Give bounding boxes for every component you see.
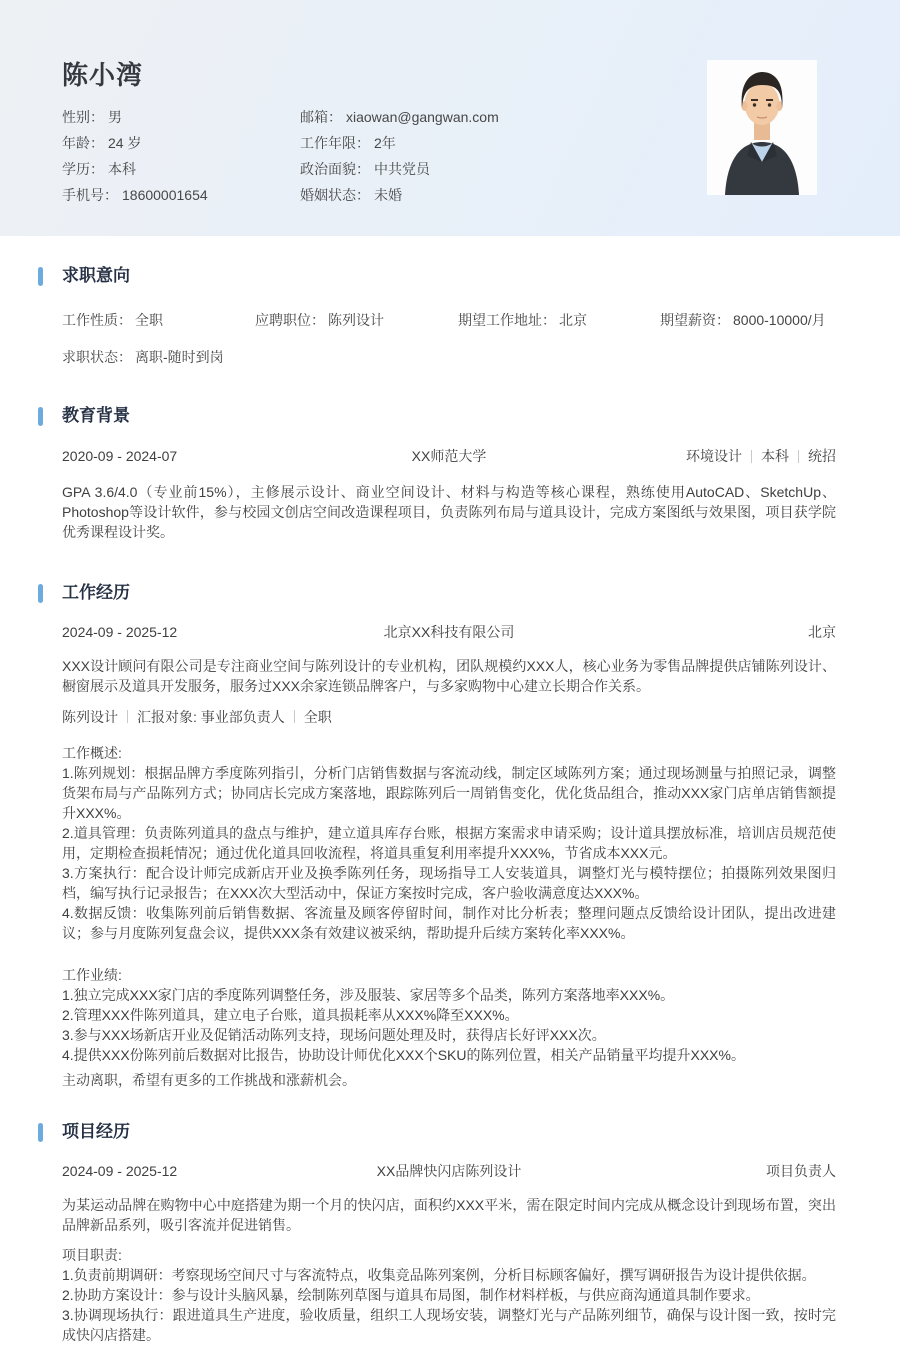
work-company: 北京XX科技有限公司	[383, 624, 515, 640]
education-entry-row	[62, 448, 836, 465]
field-value: 全职	[135, 312, 163, 328]
resume-header	[0, 0, 900, 236]
divider	[294, 710, 295, 723]
section-accent-bar	[38, 1123, 43, 1142]
field-value: 24 岁	[108, 135, 142, 151]
work-position-row	[62, 708, 836, 725]
field-value: 北京	[559, 312, 587, 328]
work-overview-block	[62, 743, 836, 943]
education-degree: 本科	[761, 448, 789, 464]
field-label: 邮箱：	[300, 109, 342, 125]
intention-row	[62, 312, 836, 329]
work-period: 2024-09 - 2025-12	[62, 624, 178, 640]
education-meta	[578, 448, 836, 465]
intention-work-type	[62, 312, 255, 329]
resume-body	[0, 266, 900, 1345]
field-phone	[62, 187, 300, 203]
section-title: 项目经历	[62, 1122, 130, 1141]
field-label: 工作年限：	[300, 135, 370, 151]
field-label: 工作性质：	[62, 312, 132, 328]
section-title-row	[62, 1122, 836, 1142]
section-title: 求职意向	[62, 266, 130, 285]
field-label: 期望薪资：	[660, 312, 730, 328]
company-introduction: XXX设计顾问有限公司是专注商业空间与陈列设计的专业机构，团队规模约XXX人，核心业务为零售品牌提供店铺陈列设计、橱窗展示及道具开发服务，服务过XXX余家连锁品牌客户，与多家购物中心建立长期合作关系。	[62, 658, 836, 694]
field-label: 期望工作地址：	[458, 312, 556, 328]
divider	[127, 710, 128, 723]
work-achievement-item: 1.独立完成XXX家门店的季度陈列调整任务，涉及服装、家居等多个品类，陈列方案落地率XXX%。	[62, 987, 675, 1003]
work-achievement-item: 3.参与XXX场新店开业及促销活动陈列支持，现场问题处理及时，获得店长好评XXX次。	[62, 1027, 606, 1043]
field-label: 年龄：	[62, 135, 104, 151]
field-gender	[62, 109, 300, 125]
intention-position	[255, 312, 458, 329]
work-overview-item: 2.道具管理：负责陈列道具的盘点与维护，建立道具库存台账，根据方案需求申请采购；设计道具摆放标准，培训店员规范使用，定期检查损耗情况；通过优化道具回收流程，将道具重复利用率提升XXX%，节省成本XXX元。	[62, 825, 836, 861]
work-job-type: 全职	[303, 708, 332, 725]
field-label: 手机号：	[62, 187, 118, 203]
field-degree	[62, 161, 300, 177]
field-value: 离职-随时到岗	[135, 349, 224, 365]
candidate-photo	[707, 60, 817, 195]
work-achievement-item: 4.提供XXX份陈列前后数据对比报告，协助设计师优化XXX个SKU的陈列位置，相关产品销量平均提升XXX%。	[62, 1047, 745, 1063]
intention-location	[458, 312, 660, 329]
field-age	[62, 135, 300, 151]
work-achievements-block	[62, 965, 836, 1065]
work-location: 北京	[808, 624, 836, 640]
section-title: 工作经历	[62, 583, 130, 602]
project-duty-item: 1.负责前期调研：考察现场空间尺寸与客流特点，收集竞品陈列案例，分析目标顾客偏好，撰写调研报告为设计提供依据。	[62, 1267, 816, 1283]
field-value: 本科	[108, 161, 136, 177]
field-value: 8000-10000/月	[733, 312, 826, 328]
field-value: 陈列设计	[328, 312, 384, 328]
project-duty-item: 3.协调现场执行：跟进道具生产进度，验收质量，组织工人现场安装，调整灯光与产品陈列细节，确保与设计图一致，按时完成快闪店搭建。	[62, 1307, 836, 1343]
work-entry-row	[62, 624, 836, 641]
work-position: 陈列设计	[62, 708, 118, 725]
project-duty-item: 2.协助方案设计：参与设计头脑风暴，绘制陈列草图与道具布局图，制作材料样板，与供应商沟通道具制作要求。	[62, 1287, 760, 1303]
section-title-row	[62, 583, 836, 603]
intention-salary	[660, 312, 836, 329]
field-value: 未婚	[374, 187, 402, 203]
education-period: 2020-09 - 2024-07	[62, 448, 178, 464]
field-label: 应聘职位：	[255, 312, 325, 328]
intention-status	[62, 349, 836, 366]
section-education	[62, 406, 836, 542]
project-period: 2024-09 - 2025-12	[62, 1163, 178, 1179]
project-name: XX品牌快闪店陈列设计	[376, 1163, 522, 1179]
work-leave-reason: 主动离职，希望有更多的工作挑战和涨薪机会。	[62, 1072, 356, 1088]
section-title-row	[62, 266, 836, 286]
section-work-experience	[62, 583, 836, 1090]
divider	[798, 450, 799, 463]
section-accent-bar	[38, 584, 43, 603]
field-label: 学历：	[62, 161, 104, 177]
work-report-to: 汇报对象: 事业部负责人	[137, 708, 285, 725]
work-overview-item: 1.陈列规划：根据品牌方季度陈列指引，分析门店销售数据与客流动线，制定区域陈列方案；通过现场测量与拍照记录，调整货架布局与产品陈列方式；协同店长完成方案落地，跟踪陈列后一周销售变化，优化货品组合，推动XXX家门店单店销售额提升XXX%。	[62, 765, 836, 821]
section-accent-bar	[38, 407, 43, 426]
portrait-illustration	[707, 60, 817, 195]
field-label: 婚姻状态：	[300, 187, 370, 203]
section-title-row	[62, 406, 836, 426]
section-title: 教育背景	[62, 406, 130, 425]
education-admission-type: 统招	[808, 448, 836, 464]
project-entry-row	[62, 1163, 836, 1180]
section-project-experience	[62, 1122, 836, 1345]
project-duties-block	[62, 1245, 836, 1345]
candidate-name: 陈小湾	[62, 60, 144, 90]
work-overview-item: 4.数据反馈：收集陈列前后销售数据、客流量及顾客停留时间，制作对比分析表；整理问题点反馈给设计团队，提出改进建议；参与月度陈列复盘会议，提供XXX条有效建议被采纳，帮助提升后续方案转化率XXX%。	[62, 905, 836, 941]
divider	[751, 450, 752, 463]
field-value: 2年	[374, 135, 396, 151]
education-school: XX师范大学	[411, 448, 487, 464]
work-achievements-label: 工作业绩:	[62, 967, 122, 983]
field-label: 性别：	[62, 109, 104, 125]
field-label: 求职状态：	[62, 349, 132, 365]
personal-info-left-column	[62, 109, 300, 213]
project-introduction: 为某运动品牌在购物中心中庭搭建为期一个月的快闪店，面积约XXX平米，需在限定时间内完成从概念设计到现场布置，突出品牌新品系列，吸引客流并促进销售。	[62, 1197, 836, 1233]
work-achievement-item: 2.管理XXX件陈列道具，建立电子台账，道具损耗率从XXX%降至XXX%。	[62, 1007, 519, 1023]
education-description: GPA 3.6/4.0（专业前15%），主修展示设计、商业空间设计、材料与构造等核心课程，熟练使用AutoCAD、SketchUp、Photoshop等设计软件，参与校园文创店空间改造课程项目，负责陈列布局与道具设计，完成方案图纸与效果图，项目获学院优秀课程设计奖。	[62, 484, 836, 540]
education-major: 环境设计	[686, 448, 742, 464]
work-overview-label: 工作概述:	[62, 745, 122, 761]
field-value: xiaowan@gangwan.com	[346, 109, 499, 125]
section-job-intention	[62, 266, 836, 366]
field-value: 男	[108, 109, 122, 125]
field-label: 政治面貌：	[300, 161, 370, 177]
field-value: 中共党员	[374, 161, 430, 177]
work-overview-item: 3.方案执行：配合设计师完成新店开业及换季陈列任务，现场指导工人安装道具，调整灯光与模特摆位；拍摄陈列效果图归档，编写执行记录报告；在XXX次大型活动中，保证方案按时完成，客户验收满意度达XXX%。	[62, 865, 836, 901]
field-value: 18600001654	[122, 187, 208, 203]
project-role: 项目负责人	[766, 1163, 836, 1179]
section-accent-bar	[38, 267, 43, 286]
project-duties-label: 项目职责:	[62, 1247, 122, 1263]
